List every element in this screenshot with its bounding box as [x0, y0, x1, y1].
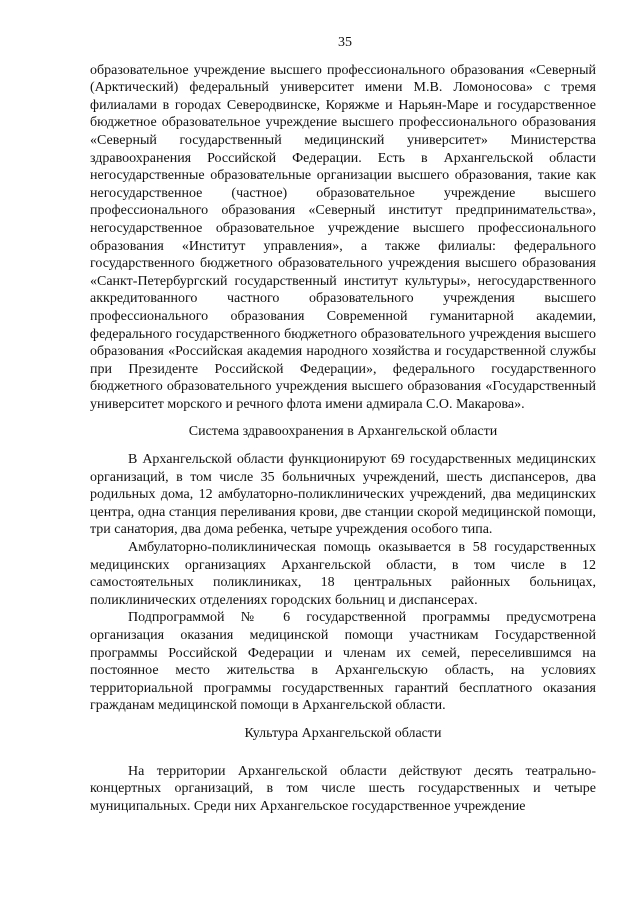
paragraph-universities: образовательное учреждение высшего профессионального образования «Северный (Арктический) федеральный университет имени М.В. Ломоносова» с тремя филиалами в городах Северодвинске, Коряжме и Нарьян-Маре и государственное бюджетное образовательное учреждение высшего профессионального образования «Северный государственный медицинский университет» Министерства здравоохранения Российской Федерации. Есть в Архангельской области негосударственные образовательные организации высшего образования, такие как негосударственное (частное) образовательное учреждение высшего профессионального образования «Северный институт предпринимательства», негосударственное образовательное учреждение высшего профессионального образования «Институт управления», а также филиалы: федерального государственного бюджетного образовательного учреждения высшего образования «Санкт-Петербургский государственный институт культуры», негосударственного аккредитованного частного образовательного учреждения высшего профессионального образования Современной гуманитарной академии, федерального государственного бюджетного образовательного учреждения высшего образования «Российская академия народного хозяйства и государственной службы при Президенте Российской Федерации», федерального государственного бюджетного образовательного учреждения высшего образования «Государственный университет морского и речного флота имени адмирала С.О. Макарова». — [90, 62, 596, 412]
section-heading-healthcare: Система здравоохранения в Архангельской области — [188, 424, 498, 440]
page-number: 35 — [338, 35, 352, 50]
section-heading-culture: Культура Архангельской области — [244, 725, 442, 741]
paragraph-subprogram-6: Подпрограммой № 6 государственной программы предусмотрена организация оказания медицинской помощи участникам Государственной программы Российской Федерации и членам их семей, переселившимся на постоянное место жительства в Архангельскую область, на условиях территориальной программы государственных гарантий бесплатного оказания гражданам медицинской помощи в Архангельской области. — [90, 610, 596, 714]
document-page — [90, 34, 596, 815]
paragraph-theatres: На территории Архангельской области действуют десять театрально-концертных организаций, в том числе шесть государственных и четыре муниципальных. Среди них Архангельское государственное учреждение — [90, 763, 596, 814]
paragraph-outpatient-care: Амбулаторно-поликлиническая помощь оказывается в 58 государственных медицинских организациях Архангельской области, в том числе в 12 самостоятельных поликлиниках, 18 центральных районных больницах, поликлинических отделениях городских больниц и диспансерах. — [90, 540, 596, 608]
paragraph-medical-organizations: В Архангельской области функционируют 69 государственных медицинских организаций, в том числе 35 больничных учреждений, шесть диспансеров, два родильных дома, 12 амбулаторно-поликлинических учреждений, два медицинских центра, одна станция переливания крови, две станции скорой медицинской помощи, три санатория, два дома ребенка, четыре учреждения особого типа. — [90, 452, 596, 538]
